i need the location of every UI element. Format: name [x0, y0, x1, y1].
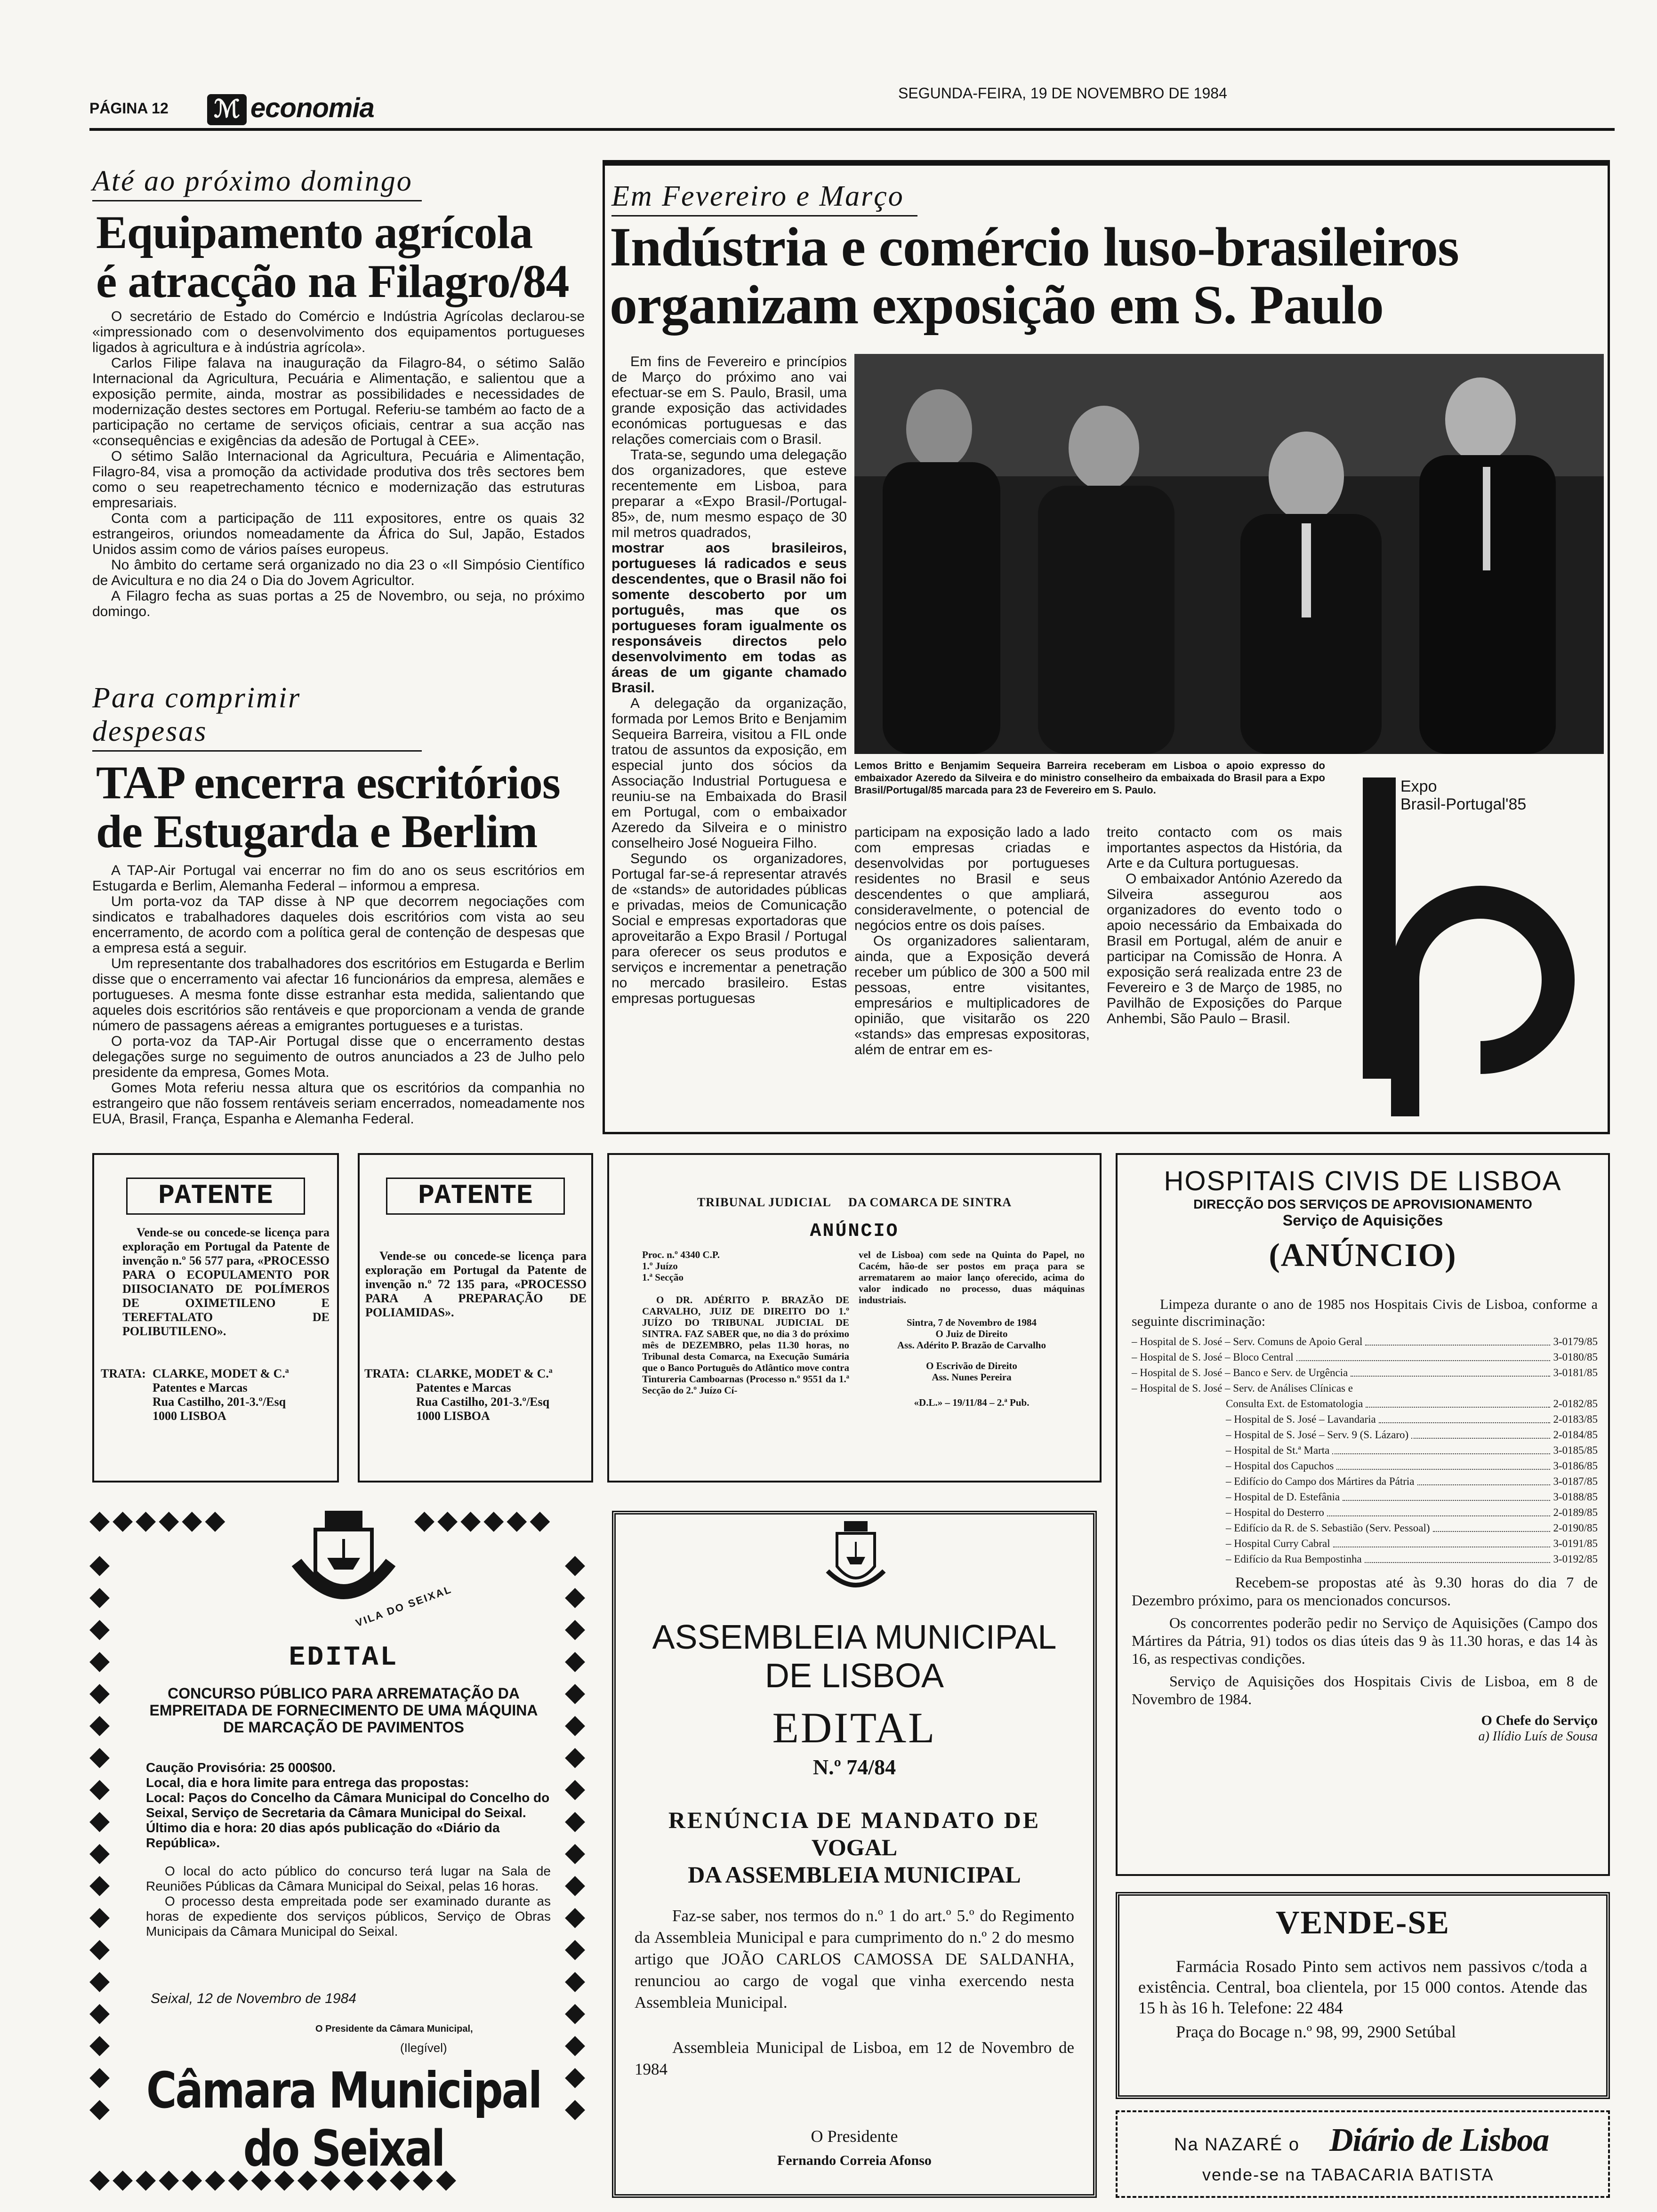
trata-line: CLARKE, MODET & C.ª — [416, 1367, 553, 1380]
expo-logo-mark — [1363, 777, 1598, 1116]
trata-line: Rua Castilho, 201-3.º/Esq — [416, 1395, 550, 1409]
paragraph: O secretário de Estado do Comércio e Indústria Agrícolas declarou-se «impressionado com o desenvolvimento dos equipamentos portugueses ligados à agricultura e à indústria agrícola». — [92, 309, 585, 355]
hospitais-subtitle: Serviço de Aquisições — [1282, 1212, 1443, 1229]
hospitais-title: HOSPITAIS CIVIS DE LISBOA — [1164, 1166, 1562, 1196]
photo — [854, 354, 1604, 754]
diario-prefix: Na NAZARÉ o — [1174, 2135, 1300, 2155]
seixal-date: Seixal, 12 de Novembro de 1984 — [151, 1991, 356, 2006]
lisboa-coat-of-arms-icon — [823, 1519, 889, 1595]
assembleia-subject — [635, 1806, 1074, 1888]
tribunal-ref: 1.º Juízo — [642, 1260, 678, 1272]
paragraph: Carlos Filipe falava na inauguração da Filagro-84, o sétimo Salão Internacional da Agricultura, Pecuária e Alimentação, e salientou que a exposição permite, ainda, mostrar as possibilidades e necessidades de modernização destes sectores em Portugal. Referiu-se também ao facto de a participação no certame de serviços oficiais, centrar a sua acção nas «consequências e exigências da adesão de Portugal à CEE». — [92, 355, 585, 449]
paragraph: A Filagro fecha as suas portas a 25 de Novembro, ou seja, no próximo domingo. — [92, 588, 585, 619]
paragraph: O sétimo Salão Internacional da Agricultura, Pecuária e Alimentação, Filagro-84, visa a promoção da actividade produtiva dos três sectores bem como o seu reapetrechamento técnico e modernização das estruturas empresariais. — [92, 449, 585, 511]
seixal-ultimo: Último dia e hora: 20 dias após publicação do «Diário da República». — [146, 1820, 500, 1850]
paragraph: Os organizadores salientaram, ainda, que a Exposição deverá receber um público de 300 a 500 mil pessoas, entre visitantes, empresários e multiplicadores de opinião, que visitarão os 220 «stands» das empresas expositoras, além de entrar em es- — [854, 933, 1090, 1058]
paragraph-bold: mostrar aos brasileiros, portugueses lá radicados e seus descendentes, que o Brasil não foi somente descoberto por um português, mas que os portugueses foram igualmente os responsáveis directos pelo desenvolvimento em todas as áreas de um gigante chamado Brasil. — [611, 540, 847, 696]
paragraph: A TAP-Air Portugal vai encerrar no fim do ano os seus escritórios em Estugarda e Berlim, Alemanha Federal – informou a empresa. — [92, 863, 585, 894]
list-item: – Hospital de D. Estefânia 3-0188/85 — [1132, 1489, 1598, 1505]
headline-line: de Estugarda e Berlim — [96, 805, 538, 858]
seixal-local-label: Local, dia e hora limite para entrega das propostas: — [146, 1775, 469, 1790]
page-number: PÁGINA 12 — [89, 100, 169, 117]
diamond-border-bottom: ◆◆◆◆◆◆◆◆◆◆◆◆◆◆◆◆ — [89, 2164, 459, 2194]
expo-logo-line: Expo — [1400, 777, 1437, 795]
list-item: – Hospital de S. José – Banco e Serv. de Urgência 3-0181/85 — [1132, 1365, 1598, 1380]
article-filagro — [92, 165, 585, 619]
trata-line: CLARKE, MODET & C.ª — [153, 1367, 289, 1380]
hospitais-content — [1132, 1296, 1598, 1745]
patente-text: Vende-se ou concede-se licença para exploração em Portugal da Patente de invenção n.º 72 135 para, «PROCESSO PARA A PREPARAÇÃO DE POLIAMIDAS». — [365, 1249, 587, 1319]
paragraph: O embaixador António Azeredo da Silveira assegurou aos organizadores do evento todo o apoio necessário da Embaixada do Brasil em Portugal, além de anuir e participar na Comissão de Honra. A exposição será realizada entre 23 de Fevereiro e 3 de Março de 1985, no Pavilhão de Exposições do Parque Anhembi, São Paulo – Brasil. — [1107, 871, 1342, 1026]
article-headline — [92, 208, 585, 306]
tribunal-judge-label: O Juiz de Direito — [935, 1328, 1008, 1339]
seixal-ad — [89, 1506, 598, 2198]
paragraph: No âmbito do certame será organizado no dia 23 o «II Simpósio Científico de Avicultura e no dia 24 o Dia do Jovem Agricultor. — [92, 557, 585, 588]
photo-caption: Lemos Britto e Benjamim Sequeira Barreira receberam em Lisboa o apoio expresso do embaixador Azeredo da Silveira e do ministro conselheiro da embaixada do Brasil para a Expo Brasil/Portugal/85 marcada para 23 de Fevereiro em S. Paulo. — [854, 760, 1325, 796]
list-item: – Edifício do Campo dos Mártires da Pátria 3-0187/85 — [1132, 1474, 1598, 1489]
hospitais-anuncio: (ANÚNCIO) — [1269, 1237, 1457, 1274]
article-headline — [610, 218, 1603, 334]
vende-se-ad — [1116, 1892, 1610, 2099]
tribunal-clerk: Ass. Nunes Pereira — [932, 1371, 1012, 1383]
seixal-local: Local: Paços do Concelho da Câmara Municipal do Concelho do Seixal, Serviço de Secretaria da Câmara Municipal do Seixal. — [146, 1790, 550, 1820]
list-item: – Hospital do Desterro 2-0189/85 — [1132, 1505, 1598, 1520]
paragraph: Recebem-se propostas até às 9.30 horas do dia 7 de Dezembro próximo, para os mencionados concursos. — [1132, 1574, 1598, 1609]
patente-trata-label: TRATA: — [364, 1367, 410, 1380]
hospitais-intro: Limpeza durante o ano de 1985 nos Hospitais Civis de Lisboa, conforme a seguinte discriminação: — [1132, 1297, 1598, 1329]
patente-trata — [416, 1367, 553, 1423]
vende-address: Praça do Bocage n.º 98, 99, 2900 Setúbal — [1176, 2022, 1456, 2041]
seixal-title: EDITAL — [289, 1643, 399, 1673]
assembleia-text: Faz-se saber, nos termos do n.º 1 do art.º 5.º do Regimento da Assembleia Municipal e para cumprimento do n.º 2 do mesmo artigo que JOÃO CARLOS CAMOSSA DE SALDANHA, renunciou ao cargo de vogal que vinha exercendo nesta Assembleia Municipal. — [635, 1907, 1074, 2012]
tribunal-ref: Proc. n.º 4340 C.P. — [642, 1249, 720, 1260]
assembleia-signature-name: Fernando Correia Afonso — [777, 2153, 932, 2168]
article-expo-box — [603, 160, 1610, 1134]
patente-trata-label: TRATA: — [101, 1367, 146, 1380]
page-date: SEGUNDA-FEIRA, 19 DE NOVEMBRO DE 1984 — [898, 85, 1227, 102]
list-item: – Hospital de S. José – Bloco Central 3-0180/85 — [1132, 1349, 1598, 1365]
seixal-body — [146, 1864, 551, 1939]
article-column-2 — [854, 825, 1090, 1058]
vende-text: Farmácia Rosado Pinto sem activos nem passivos c/toda a existência. Central, boa clientela, por 15 000 contos. Atende das 15 h às 16 h. Telefone: 22 484 — [1138, 1957, 1587, 2017]
article-kicker: Até ao próximo domingo — [92, 165, 422, 201]
headline-line: é atracção na Filagro/84 — [96, 255, 569, 307]
masthead-rule — [89, 128, 1615, 131]
assembleia-signature-title: O Presidente — [811, 2127, 898, 2146]
trata-line: 1000 LISBOA — [153, 1409, 226, 1423]
hospitais-ad — [1116, 1153, 1610, 1876]
trata-line: Patentes e Marcas — [416, 1381, 511, 1395]
assembleia-edital: EDITAL — [772, 1704, 937, 1752]
diamond-border-top: ◆◆◆◆◆◆ — [414, 1506, 553, 1535]
photo-figures — [854, 354, 1604, 754]
paragraph: Segundo os organizadores, Portugal far-se-á representar através de «stands» de autoridades públicas e privadas, meios de Comunicação Social e empresas exportadoras que aproveitarão a Expo Brasil / Portugal para oferecer os seus produtos e serviços e incrementar a penetração no mercado brasileiro. Estas empresas portuguesas — [611, 851, 847, 1006]
assembleia-date: Assembleia Municipal de Lisboa, em 12 de Novembro de 1984 — [635, 2038, 1074, 2078]
list-item: – Edifício da R. de S. Sebastião (Serv. Pessoal) 2-0190/85 — [1132, 1520, 1598, 1536]
paragraph: Em fins de Fevereiro e princípios de Março do próximo ano vai efectuar-se em S. Paulo, Brasil, uma grande exposição das actividades económicas portuguesas e das relações comerciais com o Brasil. — [611, 354, 847, 447]
seixal-signature-name: (Ilegível) — [400, 2041, 447, 2055]
paragraph: O porta-voz da TAP-Air Portugal disse que o encerramento destas delegações surge no seguimento de outros anunciados a 23 de Julho pelo presidente da empresa, Gomes Mota. — [92, 1034, 585, 1080]
seixal-coat-of-arms-icon — [282, 1506, 405, 1619]
trata-line: Patentes e Marcas — [153, 1381, 248, 1395]
patente-text: Vende-se ou concede-se licença para exploração em Portugal da Patente de invenção n.º 56 577 para, «PROCESSO PARA O ECOPULAMENTO POR DIISOCIANATO DE POLÍMEROS DE OXIMETILENO E TEREFTALATO DE POLIBUTILENO». — [122, 1226, 330, 1338]
article-body — [92, 309, 585, 619]
patente-ad-2 — [358, 1153, 593, 1483]
tribunal-court: TRIBUNAL JUDICIAL — [697, 1195, 831, 1209]
article-body — [92, 863, 585, 1127]
article-column-1 — [611, 354, 847, 1006]
list-item: – Hospital de S. José – Serv. 9 (S. Lázaro) 2-0184/85 — [1132, 1427, 1598, 1443]
article-column-3 — [1107, 825, 1342, 1026]
list-item: – Hospital de S. José – Serv. Comuns de Apoio Geral 3-0179/85 — [1132, 1334, 1598, 1349]
subject-line: VOGAL — [811, 1834, 898, 1860]
list-item: – Edifício da Rua Bempostinha 3-0192/85 — [1132, 1551, 1598, 1567]
seal-text: VILA DO SEIXAL — [354, 1583, 454, 1629]
headline-line: TAP encerra escritórios — [96, 756, 560, 809]
paragraph: A delegação da organização, formada por Lemos Brito e Benjamim Sequeira Barreira, visitou a FIL onde tratou de assuntos da exposição, em especial junto dos sócios da Associação Industrial Portuguesa e reuniu-se na Embaixada do Brasil em Portugal, com o embaixador Azeredo da Silveira e o ministro conselheiro José Nogueira Filho. — [611, 696, 847, 851]
tribunal-clerk-label: O Escrivão de Direito — [926, 1360, 1017, 1371]
assembleia-title — [616, 1618, 1093, 1695]
list-item: – Hospital de St.ª Marta 3-0185/85 — [1132, 1443, 1598, 1458]
paragraph: Conta com a participação de 111 expositores, entre os quais 32 estrangeiros, oriundos nomeadamente da África do Sul, Japão, Estados Unidos assim como de vários países europeus. — [92, 511, 585, 557]
tribunal-left — [642, 1249, 849, 1396]
paragraph: participam na exposição lado a lado com empresas criadas e desenvolvidas por portugueses residentes no Brasil e seus descendentes o que ampliará, consideravelmente, o potencial de negócios entre os dois países. — [854, 825, 1090, 933]
diario-logo: Diário de Lisboa — [1329, 2122, 1549, 2158]
title-line: ASSEMBLEIA MUNICIPAL — [652, 1619, 1057, 1656]
seixal-details — [146, 1760, 551, 1851]
tribunal-text: vel de Lisboa) com sede na Quinta do Papel, no Cacém, hão-de ser postos em praça para se arrematarem ao maior lanço oferecido, acima do valor indicado no processo, duas máquinas industriais. — [859, 1249, 1085, 1306]
seixal-signature-title: O Presidente da Câmara Municipal, — [315, 2024, 473, 2034]
diamond-border-top: ◆◆◆◆◆◆ — [89, 1506, 228, 1535]
paragraph: Gomes Mota referiu nessa altura que os escritórios da companhia no estrangeiro que não fossem rentáveis seriam encerrados, nomeadamente nos EUA, Brasil, França, Espanha e Alemanha Federal. — [92, 1080, 585, 1127]
section-title: economia — [250, 93, 374, 123]
title-line: DE LISBOA — [764, 1657, 944, 1695]
list-item: – Hospital dos Capuchos 3-0186/85 — [1132, 1458, 1598, 1474]
paragraph: Trata-se, segundo uma delegação dos organizadores, que esteve recentemente em Lisboa, para preparar a «Expo Brasil-/Portugal-85», de, num mesmo espaço de 30 mil metros quadrados, — [611, 447, 847, 540]
paragraph: treito contacto com os mais importantes aspectos da História, da Arte e da Cultura portuguesas. — [1107, 825, 1342, 871]
list-item: – Hospital Curry Cabral 3-0191/85 — [1132, 1536, 1598, 1551]
patente-ad-1 — [92, 1153, 339, 1483]
tribunal-date: Sintra, 7 de Novembro de 1984 — [906, 1317, 1037, 1328]
paragraph: O processo desta empreitada pode ser examinado durante as horas de expediente dos serviços públicos, Serviço de Obras Municipais da Câmara Municipal do Seixal. — [146, 1894, 551, 1939]
article-kicker: Para comprimir despesas — [92, 681, 422, 752]
list-item: – Hospital de S. José – Serv. de Análises Clínicas e — [1132, 1382, 1353, 1394]
expo-logo-line: Brasil-Portugal'85 — [1400, 795, 1527, 813]
assembleia-ad — [612, 1511, 1097, 2198]
paragraph: Os concorrentes poderão pedir no Serviço de Aquisições (Campo dos Mártires da Pátria, 91) todos os dias úteis das 9 às 11.30 horas, e das 14 às 16, as respectivas condições. — [1132, 1614, 1598, 1667]
article-kicker: Em Fevereiro e Março — [611, 180, 917, 216]
seixal-subtitle: CONCURSO PÚBLICO PARA ARREMATAÇÃO DA EMPREITADA DE FORNECIMENTO DE UMA MÁQUINA DE MARCAÇÃO DE PAVIMENTOS — [149, 1685, 538, 1736]
patente-trata — [153, 1367, 289, 1423]
tribunal-text: O DR. ADÉRITO P. BRAZÃO DE CARVALHO, JUIZ DE DIREITO DO 1.º JUÍZO DO TRIBUNAL JUDICIAL DE SINTRA. FAZ SABER que, no dia 3 do próximo mês de DEZEMBRO, pelas 11.30 horas, no Tribunal desta Comarca, na Execução Sumária que o Banco Português do Atlântico move contra Tintureria Camboarnas (Processo n.º 9551 da 1.ª Secção do 2.º Juízo Cí- — [642, 1294, 849, 1396]
diario-ad — [1116, 2110, 1610, 2198]
hospitais-list — [1132, 1334, 1598, 1567]
assembleia-number: N.º 74/84 — [812, 1755, 896, 1779]
tribunal-header — [609, 1195, 1100, 1210]
paragraph: O local do acto público do concurso terá lugar na Sala de Reuniões Públicas da Câmara Municipal do Seixal, pelas 16 horas. — [146, 1864, 551, 1893]
diamond-border-right: ◆ ◆ ◆ ◆ ◆ ◆ ◆ ◆ ◆ ◆ ◆ ◆ ◆ ◆ ◆ ◆ ◆ ◆ — [565, 1550, 588, 2123]
headline-line: Indústria e comércio luso-brasileiros — [610, 216, 1459, 278]
section-logo: ℳ — [207, 94, 247, 125]
signature-title: O Chefe do Serviço — [1481, 1713, 1598, 1728]
paragraph: Serviço de Aquisições dos Hospitais Civis de Lisboa, em 8 de Novembro de 1984. — [1132, 1673, 1598, 1707]
tribunal-title: ANÚNCIO — [810, 1221, 899, 1242]
list-item: Consulta Ext. de Estomatologia 2-0182/85 — [1132, 1396, 1598, 1411]
trata-line: Rua Castilho, 201-3.º/Esq — [153, 1395, 286, 1409]
diamond-border-left: ◆ ◆ ◆ ◆ ◆ ◆ ◆ ◆ ◆ ◆ ◆ ◆ ◆ ◆ ◆ ◆ ◆ ◆ — [89, 1550, 113, 2123]
tribunal-comarca: DA COMARCA DE SINTRA — [848, 1195, 1012, 1209]
paragraph: Um representante dos trabalhadores dos escritórios em Estugarda e Berlim disse que o encerramento vai afectar 16 funcionários da empresa, alemães e portugueses. A mesma fonte disse estranhar esta medida, salientando que aqueles dois escritórios são rentáveis e que proporcionam a venda de grande número de passagens aéreas a emigrantes portugueses e a turistas. — [92, 956, 585, 1034]
expo-logo — [1363, 777, 1598, 1116]
seixal-footer: Câmara Municipal do Seixal — [146, 2061, 541, 2178]
patente-title: PATENTE — [386, 1178, 565, 1215]
hospitais-subtitle: DIRECÇÃO DOS SERVIÇOS DE APROVISIONAMENTO — [1193, 1197, 1532, 1211]
subject-line: RENÚNCIA DE MANDATO DE — [668, 1807, 1041, 1833]
tribunal-ref: 1.ª Secção — [642, 1272, 684, 1283]
headline-line: organizam exposição em S. Paulo — [610, 273, 1384, 336]
paragraph: Um porta-voz da TAP disse à NP que decorrem negociações com sindicatos e trabalhadores daqueles dois escritórios com vista ao seu encerramento, de acordo com a política geral de contenção de despesas que a empresa está a seguir. — [92, 894, 585, 956]
tribunal-ad — [607, 1153, 1102, 1483]
article-tap — [92, 681, 585, 1127]
tribunal-judge: Ass. Adérito P. Brazão de Carvalho — [897, 1339, 1046, 1351]
article-headline — [92, 758, 585, 856]
trata-line: 1000 LISBOA — [416, 1409, 490, 1423]
signature-name: a) Ilídio Luís de Sousa — [1478, 1729, 1598, 1744]
headline-line: Equipamento agrícola — [96, 206, 533, 258]
patente-title: PATENTE — [126, 1178, 305, 1215]
tribunal-footer: «D.L.» – 19/11/84 – 2.ª Pub. — [914, 1397, 1030, 1408]
vende-title: VENDE-SE — [1276, 1905, 1450, 1941]
tribunal-right — [859, 1249, 1085, 1408]
subject-line: DA ASSEMBLEIA MUNICIPAL — [688, 1861, 1021, 1888]
seixal-caucao: Caução Provisória: 25 000$00. — [146, 1760, 336, 1775]
list-item: – Hospital de S. José – Lavandaria 2-0183/85 — [1132, 1411, 1598, 1427]
diario-suffix: vende-se na TABACARIA BATISTA — [1202, 2165, 1494, 2184]
